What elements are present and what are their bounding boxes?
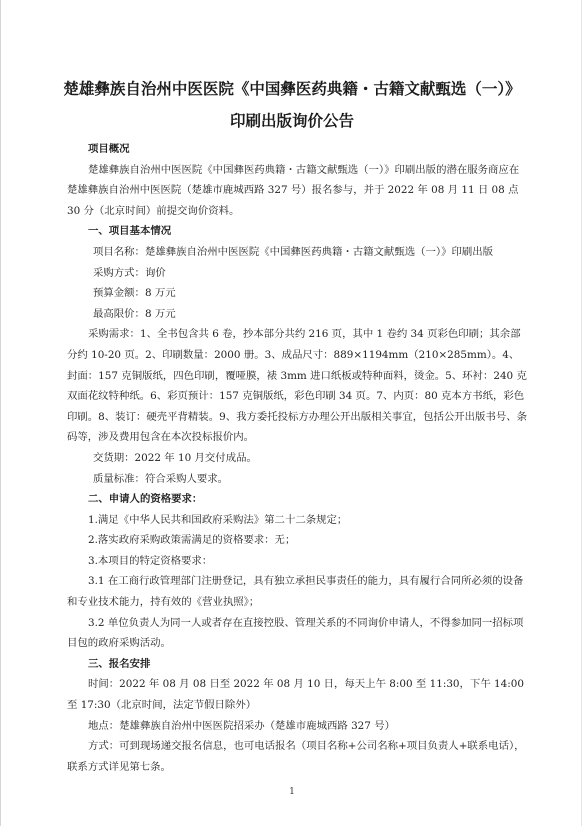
- document-title-line-2: 印刷出版询价公告: [229, 111, 354, 130]
- procurement-requirements: 采购需求：1、全书包含共 6 卷，抄本部分共约 216 页，其中 1 卷约 34 页彩色印刷；其余部分约 10-20 页。2、印刷数量：2000 册。3、成品尺寸：889×1194mm（210×285mm）。4、封面：157 克铜版纸，四色印刷，覆哑膜，裱 3mm 进口纸板或特种面料，烫金。5、环衬：240 克双面花纹特种纸。6、彩页预计：157 克铜版纸，彩色印刷 34 页。7、内页：80 克本方书纸，彩色印刷。8、装订：硬壳平背精装。9、我方委托投标方办理公开出版相关事宜，包括公开出版书号、条码等，涉及费用包含在本次投标报价内。: [67, 328, 528, 444]
- overview-heading: 项目概况: [88, 143, 130, 155]
- qualification-3: 3.本项目的特定资格要求：: [88, 554, 213, 567]
- registration-time: 时间：2022 年 08 月 08 日至 2022 年 08 月 10 日，每天上午 8:00 至 11:30，下午 14:00 至 17:30（北京时间，法定节假日除外）: [67, 678, 524, 712]
- project-name: 项目名称：楚雄彝族自治州中医医院《中国彝医药典籍・古籍文献甄选（一）》印刷出版: [93, 245, 494, 258]
- registration-place: 地点：楚雄彝族自治州中医医院招采办（楚雄市鹿城西路 327 号）: [88, 719, 395, 732]
- qualification-2: 2.落实政府采购政策需满足的资格要求：无；: [88, 534, 296, 547]
- procurement-method: 采购方式：询价: [93, 266, 166, 279]
- section-3-heading: 三、报名安排: [88, 657, 151, 670]
- qualification-1: 1.满足《中华人民共和国政府采购法》第二十二条规定；: [88, 513, 348, 526]
- qualification-3-1: 3.1 在工商行政管理部门注册登记，具有独立承担民事责任的能力，具有履行合同所必须的设备和专业技术能力，持有效的《营业执照》；: [67, 575, 524, 609]
- max-price: 最高限价：8 万元: [93, 307, 176, 320]
- delivery-period: 交货期：2022 年 10 月交付成品。: [93, 451, 257, 464]
- section-2-heading: 二、申请人的资格要求：: [88, 493, 203, 506]
- page-number: 1: [289, 787, 295, 797]
- budget-amount: 预算金额：8 万元: [93, 287, 176, 300]
- document-body: [67, 139, 527, 777]
- overview-paragraph: 楚雄彝族自治州中医医院《中国彝医药典籍・古籍文献甄选（一）》印刷出版的潜在服务商应在楚雄彝族自治州中医医院（楚雄市鹿城西路 327 号）报名参与，并于 2022 年 08 月 11 日 08 点 30 分（北京时间）前提交询价资料。: [67, 163, 520, 217]
- qualification-3-2: 3.2 单位负责人为同一人或者存在直接控股、管理关系的不同询价申请人，不得参加同一招标项目包的政府采购活动。: [67, 616, 524, 650]
- section-1-heading: 一、项目基本情况: [88, 225, 172, 238]
- registration-method: 方式：可到现场递交报名信息，也可电话报名（项目名称+公司名称+项目负责人+联系电话），联系方式详见第七条。: [67, 740, 525, 773]
- quality-standard: 质量标准：符合采购人要求。: [93, 472, 229, 485]
- document-title-line-1: 楚雄彝族自治州中医医院《中国彝医药典籍・古籍文献甄选（一）》: [63, 79, 521, 98]
